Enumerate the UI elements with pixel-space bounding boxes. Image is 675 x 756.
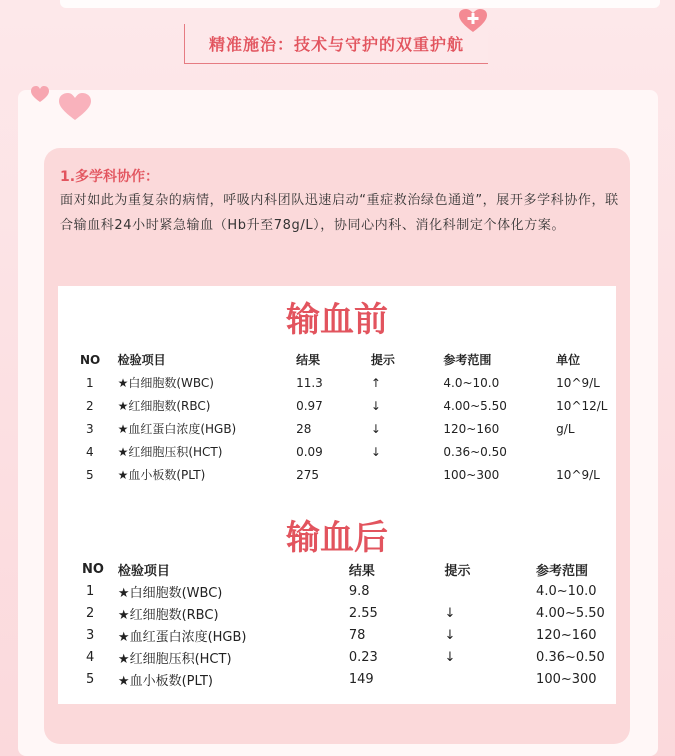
column-header: 检验项目 bbox=[117, 353, 166, 367]
table-row bbox=[80, 440, 616, 463]
section-paragraph: 面对如此为重复杂的病情，呼吸内科团队迅速启动“重症救治绿色通道”，展开多学科协作，联合输血科24小时紧急输血（Hb升至78g/L），协同心内科、消化科制定个体化方案。 bbox=[60, 193, 619, 233]
header-box bbox=[184, 24, 488, 64]
test-item: ★红细胞数(RBC) bbox=[117, 399, 211, 413]
table-row bbox=[80, 394, 616, 417]
flag: ↓ bbox=[444, 605, 456, 621]
reference-range: 4.0~10.0 bbox=[443, 375, 500, 390]
result-value: 9.8 bbox=[348, 583, 370, 599]
table-row bbox=[80, 371, 616, 394]
result-value: 11.3 bbox=[296, 375, 323, 390]
flag: ↓ bbox=[370, 444, 381, 459]
row-number: 5 bbox=[86, 671, 95, 687]
reference-range: 100~300 bbox=[443, 467, 500, 482]
table-row bbox=[82, 646, 616, 668]
reference-range: 4.0~10.0 bbox=[536, 583, 597, 599]
table-row bbox=[80, 417, 616, 440]
before-title: 输血前 bbox=[286, 300, 388, 340]
heart-plus-icon bbox=[458, 8, 488, 34]
row-number: 2 bbox=[86, 398, 94, 413]
flag: ↓ bbox=[370, 398, 381, 413]
before-table bbox=[80, 348, 616, 486]
header-title: 精准施治：技术与守护的双重护航 bbox=[208, 35, 464, 54]
test-item: ★红细胞数(RBC) bbox=[117, 607, 219, 623]
heart-icon bbox=[30, 84, 50, 104]
unit bbox=[556, 440, 616, 463]
unit: 10^9/L bbox=[556, 375, 600, 390]
row-number: 1 bbox=[86, 375, 94, 390]
test-item: ★血小板数(PLT) bbox=[117, 468, 206, 482]
column-header: 参考范围 bbox=[443, 353, 492, 367]
reference-range: 4.00~5.50 bbox=[536, 605, 605, 621]
reference-range: 120~160 bbox=[443, 421, 500, 436]
row-number: 4 bbox=[86, 649, 95, 665]
test-item: ★白细胞数(WBC) bbox=[117, 376, 214, 390]
test-item: ★白细胞数(WBC) bbox=[117, 585, 223, 601]
reference-range: 100~300 bbox=[536, 671, 597, 687]
column-header: 提示 bbox=[370, 353, 395, 367]
result-value: 0.97 bbox=[296, 398, 323, 413]
after-table bbox=[82, 558, 616, 690]
table-row bbox=[80, 463, 616, 486]
table-header-row bbox=[82, 558, 616, 580]
row-number: 4 bbox=[86, 444, 94, 459]
result-value: 0.23 bbox=[348, 649, 378, 665]
flag bbox=[444, 668, 536, 690]
column-header: 结果 bbox=[348, 563, 375, 579]
reference-range: 0.36~0.50 bbox=[443, 444, 507, 459]
flag bbox=[444, 580, 536, 602]
test-item: ★血小板数(PLT) bbox=[117, 673, 213, 689]
column-header: 单位 bbox=[556, 353, 581, 367]
test-item: ★血红蛋白浓度(HGB) bbox=[117, 422, 237, 436]
column-header: NO bbox=[80, 352, 101, 367]
unit: 10^12/L bbox=[556, 398, 608, 413]
row-number: 3 bbox=[86, 421, 94, 436]
reference-range: 4.00~5.50 bbox=[443, 398, 507, 413]
unit: 10^9/L bbox=[556, 467, 600, 482]
test-item: ★红细胞压积(HCT) bbox=[117, 651, 232, 667]
table-header-row bbox=[80, 348, 616, 371]
reference-range: 120~160 bbox=[536, 627, 597, 643]
result-value: 2.55 bbox=[348, 605, 378, 621]
column-header: 结果 bbox=[296, 353, 321, 367]
unit: g/L bbox=[556, 421, 575, 436]
test-item: ★血红蛋白浓度(HGB) bbox=[117, 629, 247, 645]
top-strip bbox=[60, 0, 660, 8]
test-item: ★红细胞压积(HCT) bbox=[117, 445, 223, 459]
table-row bbox=[82, 602, 616, 624]
after-title: 输血后 bbox=[286, 518, 388, 558]
flag: ↑ bbox=[370, 375, 381, 390]
column-header: NO bbox=[82, 561, 104, 577]
section-heading: 1.多学科协作： bbox=[60, 169, 160, 185]
lab-results-panel bbox=[58, 286, 616, 704]
result-value: 149 bbox=[348, 671, 374, 687]
result-value: 275 bbox=[296, 467, 319, 482]
row-number: 5 bbox=[86, 467, 94, 482]
row-number: 2 bbox=[86, 605, 95, 621]
column-header: 提示 bbox=[444, 563, 471, 579]
table-row bbox=[82, 668, 616, 690]
result-value: 0.09 bbox=[296, 444, 323, 459]
flag: ↓ bbox=[444, 627, 456, 643]
flag: ↓ bbox=[444, 649, 456, 665]
flag: ↓ bbox=[370, 421, 381, 436]
heart-icon bbox=[58, 92, 92, 122]
table-row bbox=[82, 624, 616, 646]
reference-range: 0.36~0.50 bbox=[536, 649, 605, 665]
table-row bbox=[82, 580, 616, 602]
column-header: 参考范围 bbox=[536, 563, 589, 579]
column-header: 检验项目 bbox=[117, 563, 170, 579]
result-value: 78 bbox=[348, 627, 366, 643]
result-value: 28 bbox=[296, 421, 312, 436]
flag bbox=[371, 463, 444, 486]
row-number: 1 bbox=[86, 583, 95, 599]
row-number: 3 bbox=[86, 627, 95, 643]
